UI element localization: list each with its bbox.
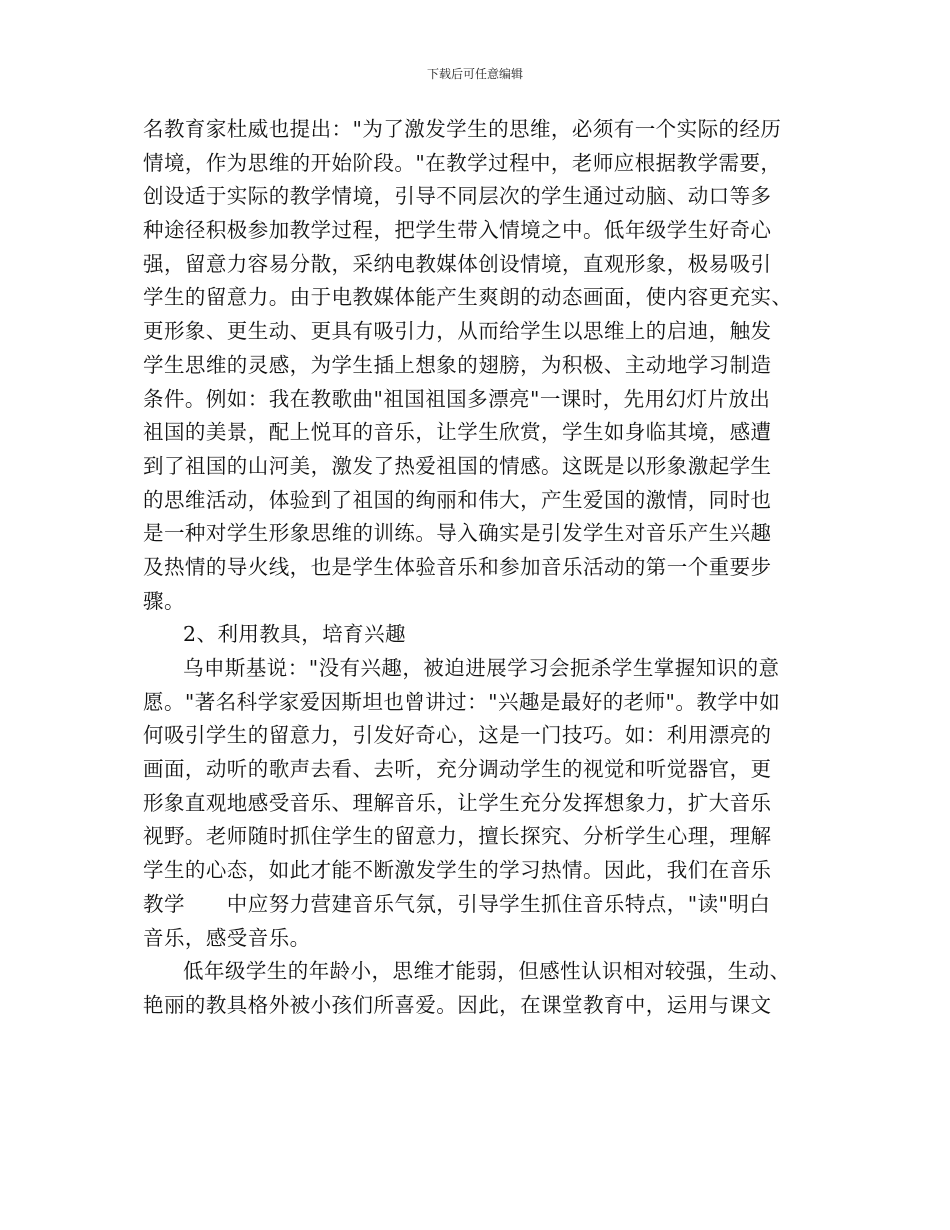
text-line: 学生思维的灵感，为学生插上想象的翅膀，为积极、主动地学习制造 (143, 352, 772, 377)
text-line: 名教育家杜威也提出："为了激发学生的思维，必须有一个实际的经历 (143, 117, 782, 141)
text-line: 学生的留意力。由于电教媒体能产生爽朗的动态画面，使内容更充实、 (143, 285, 793, 310)
document-body (143, 113, 813, 1023)
text-line: 愿。"著名科学家爱因斯坦也曾讲过："兴趣是最好的老师"。教学中如 (143, 689, 781, 714)
text-line: 视野。老师随时抓住学生的留意力，擅长探究、分析学生心理，理解 (143, 824, 772, 849)
text-line: 艳丽的教具格外被小孩们所喜爱。因此，在课堂教育中，运用与课文 (143, 992, 772, 1017)
page-header: 下载后可任意编辑 (426, 67, 523, 81)
text-line: 强，留意力容易分散，采纳电教媒体创设情境，直观形象，极易吸引 (143, 251, 772, 276)
text-line: 乌申斯基说："没有兴趣，被迫进展学习会扼杀学生掌握知识的意 (183, 656, 780, 680)
text-line: 骤。 (143, 588, 185, 613)
text-line: 2、利用教具，培育兴趣 (183, 622, 406, 647)
text-line: 教学 中应努力营建音乐气氛，引导学生抓住音乐特点，"读"明白 (143, 891, 771, 916)
text-line: 画面，动听的歌声去看、去听，充分调动学生的视觉和听觉器官，更 (143, 757, 772, 782)
text-line: 何吸引学生的留意力，引发好奇心，这是一门技巧。如：利用漂亮的 (143, 723, 772, 748)
text-line: 形象直观地感受音乐、理解音乐，让学生充分发挥想象力，扩大音乐 (143, 790, 772, 815)
text-line: 的思维活动，体验到了祖国的绚丽和伟大，产生爱国的激情，同时也 (143, 487, 772, 512)
text-line: 种途径积极参加教学过程，把学生带入情境之中。低年级学生好奇心 (143, 218, 772, 243)
text-line: 及热情的导火线，也是学生体验音乐和参加音乐活动的第一个重要步 (143, 554, 772, 579)
text-line: 是一种对学生形象思维的训练。导入确实是引发学生对音乐产生兴趣 (143, 521, 772, 546)
text-line: 到了祖国的山河美，激发了热爱祖国的情感。这既是以形象激起学生 (143, 453, 772, 478)
text-line: 音乐，感受音乐。 (143, 925, 311, 950)
text-line: 学生的心态，如此才能不断激发学生的学习热情。因此，我们在音乐 (143, 858, 772, 883)
text-line: 情境，作为思维的开始阶段。"在教学过程中，老师应根据教学需要， (143, 150, 782, 175)
text-line: 祖国的美景，配上悦耳的音乐，让学生欣赏，学生如身临其境，感遭 (143, 420, 772, 445)
text-line: 创设适于实际的教学情境，引导不同层次的学生通过动脑、动口等多 (143, 184, 772, 209)
text-line: 更形象、更生动、更具有吸引力，从而给学生以思维上的启迪，触发 (143, 319, 772, 344)
text-line: 条件。例如：我在教歌曲"祖国祖国多漂亮"一课时，先用幻灯片放出 (143, 386, 771, 411)
text-line: 低年级学生的年龄小，思维才能弱，但感性认识相对较强，生动、 (183, 959, 791, 984)
